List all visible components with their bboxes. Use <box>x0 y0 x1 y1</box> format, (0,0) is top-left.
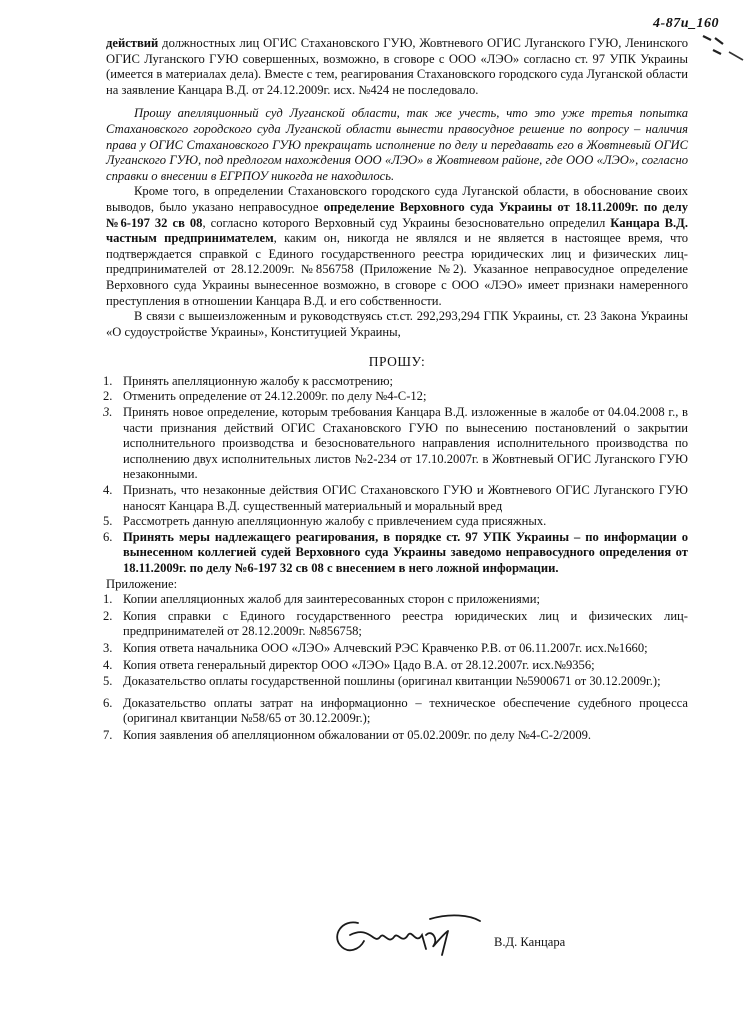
request-list <box>103 373 688 577</box>
paragraph-4: В связи с вышеизложенным и руководствуясь ст.ст. 292,293,294 ГПК Украины, ст. 23 Закона Украины «О судоустройстве Украины», Конституцией Украины, <box>106 309 688 339</box>
paragraph-3-part-e: , каким он, никогда не являлся и не является в настоящее время, что подтверждается справкой с Единого государственного реестра юридических лиц и физических лиц-предпринимателей от 28.12.2009г. №856758 (Приложение №2). Указанное неправосудное определение Верховного суда Украины вынесенное возможно, в сговоре с ООО «ЛЭО» имеет признаки намеренного преступления в отношении Канцара В.Д. и его собственности. <box>106 231 688 308</box>
attachment-item: 1. Копии апелляционных жалоб для заинтересованных сторон с приложениями; <box>103 592 540 607</box>
paragraph-1-bold: действий <box>106 36 159 50</box>
request-item: 4. Признать, что незаконные действия ОГИС Стахановского ГУЮ и Жовтневого ОГИС Луганского ГУЮ наносят Канцара В.Д. существенный материальный и моральный вред <box>103 483 688 513</box>
archive-id: 4-87u_160 <box>653 16 719 31</box>
request-item: 2. Отменить определение от 24.12.2009г. по делу №4-С-12; <box>103 389 427 404</box>
request-item: 6. Принять меры надлежащего реагирования, в порядке ст. 97 УПК Украины – по информации о вынесенном коллегией судей Верховного суда Украины заведомо неправосудного определения от 18.11.2009г. по делу №6-197 32 св 08 с внесением в него ложной информации. <box>103 529 688 575</box>
paragraph-1 <box>106 36 688 98</box>
paragraph-3-part-c: , согласно которого Верховный суд Украины безосновательно определил <box>202 215 611 230</box>
attachments-title: Приложение: <box>106 576 178 591</box>
paragraph-3 <box>106 184 688 309</box>
margin-marks <box>691 30 751 90</box>
attachment-item: 6. Доказательство оплаты затрат на информационно – техническое обеспечение судебного процесса (оригинал квитанции №58/65 от 30.12.2009г.); <box>103 695 688 726</box>
paragraph-2: Прошу апелляционный суд Луганской области, так же учесть, что это уже третья попытка Стахановского городского суда Луганской области вынести правосудное решение по вопросу – наличия права у ОГИС Стахановского ГУЮ прекращать исполнение по делу и передавать его в Жовтневый ОГИС Луганского ГУЮ, под предлогом нахождения ООО «ЛЭО» в Жовтневом районе, где ООО «ЛЭО», согласно справки о внесении в ЕГРПОУ никогда не находилось. <box>106 106 688 183</box>
signer-name: В.Д. Канцара <box>494 935 566 949</box>
attachment-item: 5. Доказательство оплаты государственной пошлины (оригинал квитанции №5900671 от 30.12.2009г.); <box>103 674 661 689</box>
request-item: 5. Рассмотреть данную апелляционную жалобу с привлечением суда присяжных. <box>103 514 547 529</box>
request-item: 1. Принять апелляционную жалобу к рассмотрению; <box>103 373 394 388</box>
attachment-item: 3. Копия ответа начальника ООО «ЛЭО» Алчевский РЭС Кравченко Р.В. от 06.11.2007г. исх.№1660; <box>103 640 648 655</box>
document-body <box>103 36 688 745</box>
signature-block <box>330 905 630 965</box>
request-title: ПРОШУ: <box>368 354 426 370</box>
paragraph-3-bold-name: Канцара В.Д. частным предпринимателем <box>106 215 688 246</box>
paragraph-3-part-a: Кроме того, в определении Стахановского городского суда Луганской области, в обоснование своих выводов, было указано неправосудное <box>106 184 688 214</box>
paragraph-3-bold-ruling: определение Верховного суда Украины от 18.11.2009г. по делу №6-197 32 св 08 <box>106 199 688 230</box>
attachments-list <box>103 592 688 743</box>
request-item: 3. Принять новое определение, которым требования Канцара В.Д. изложенные в жалобе от 04.04.2008 г., в части признания действий ОГИС Стахановского ГУЮ по вынесению постановлений о закрытии исполнительного производства и безосновательного направления исполнительного производства по исполнению двух исполнительных листов №2-234 от 17.10.2007г. в Жовтневый ОГИС Луганского ГУЮ незаконными. <box>103 405 688 482</box>
attachment-item: 7. Копия заявления об апелляционном обжаловании от 05.02.2009г. по делу №4-С-2/2009. <box>103 727 592 742</box>
paragraph-1-text: должностных лиц ОГИС Стахановского ГУЮ, Жовтневого ОГИС Луганского ГУЮ, Ленинского ОГИС Луганского ГУЮ совершенных, возможно, в сговоре с ООО «ЛЭО» согласно ст. 97 УПК Украины (имеется в материалах дела). Вместе с тем, реагирования Стахановского городского суда Луганской области на заявление Канцара В.Д. от 24.12.2009г. исх. №424 не последовало. <box>106 36 688 97</box>
handwritten-signature <box>330 905 490 965</box>
attachment-item: 2. Копия справки с Единого государственного реестра юридических лиц и физических лиц-предпринимателей от 28.12.2009г. №856758; <box>103 608 688 639</box>
attachment-item: 4. Копия ответа генеральный директор ООО «ЛЭО» Цадо В.А. от 28.12.2007г. исх.№9356; <box>103 657 595 672</box>
